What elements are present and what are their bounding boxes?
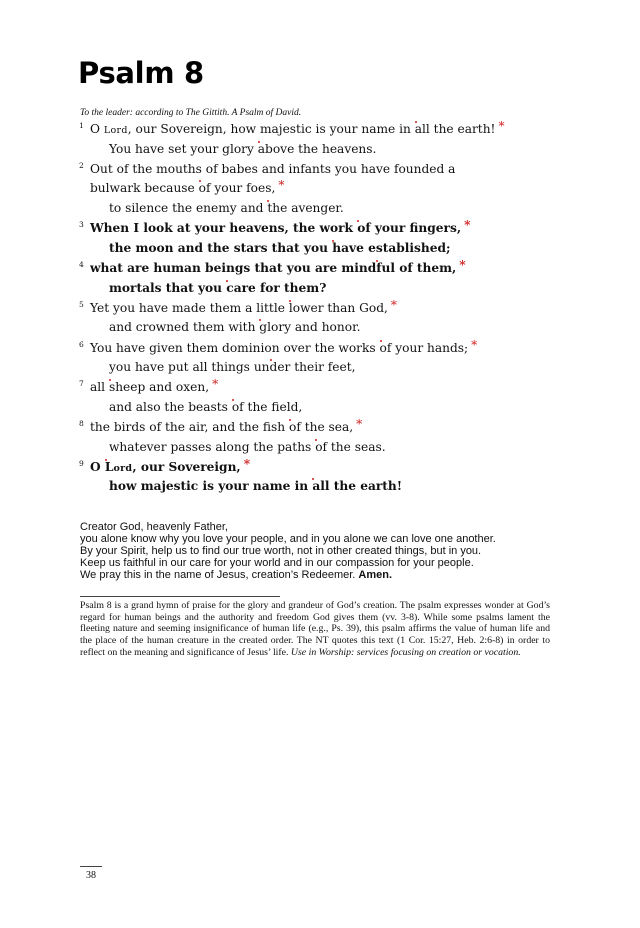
- verse-number: 9: [79, 458, 84, 468]
- asterisk: *: [243, 456, 251, 471]
- footer-divider: [80, 866, 102, 867]
- asterisk: *: [498, 119, 505, 133]
- prayer-line: We pray this in the name of Jesus, creation’s Redeemer. Amen.: [80, 569, 393, 581]
- verse-2-line-3: to silence the enemy and the avenger.: [109, 200, 344, 215]
- asterisk: *: [356, 417, 363, 432]
- superscription: To the leader: according to The Gittith. A Psalm of David.: [80, 108, 302, 118]
- verse-number: 6: [79, 339, 84, 349]
- prayer-line: Keep us faithful in our care for your world and in our compassion for your people.: [80, 557, 474, 569]
- verse-9-line-2: how majestic is your name in all the earth!: [109, 479, 403, 494]
- verse-7-line-2: and also the beasts of the field,: [109, 399, 303, 414]
- verse-number: 4: [79, 259, 84, 269]
- verse-number: 7: [79, 379, 84, 389]
- verse-6-line-2: you have put all things under their feet,: [109, 360, 356, 375]
- commentary-note: Psalm 8 is a grand hymn of praise for the glory and grandeur of God’s creation. The psalm expresses wonder at God’s regard for human beings and the authority and freedom God gives them (vv. 3-8). While some psalms lament the fleeting nature and seeming insignificance of human life (e.g., Ps. 39), this psalm affirms the value of human life and the place of the human creature in the created order. The NT quotes this text (1 Cor. 15:27, Heb. 2:6-8) in order to reflect on the meaning and significance of Jesus’ life. Use in Worship: services focusing on creation or vocation.: [80, 600, 550, 658]
- verse-number: 1: [79, 121, 84, 130]
- prayer-line: Creator God, heavenly Father,: [80, 521, 228, 533]
- verse-2-line-1: 2 Out of the mouths of babes and infants you have founded a: [78, 160, 578, 180]
- verse-3-line-1: 3 When I look at your heavens, the work of your fingers, *: [78, 219, 578, 239]
- small-caps-lord: Lord: [103, 125, 128, 136]
- asterisk: *: [471, 337, 478, 352]
- prayer-line: By your Spirit, help us to find our true worth, not in other created things, but in you.: [80, 545, 482, 557]
- asterisk: *: [459, 257, 466, 272]
- asterisk: *: [464, 218, 471, 233]
- psalm-verses: [78, 120, 578, 497]
- page-title: Psalm 8: [78, 56, 204, 90]
- verse-5-line-1: 5 Yet you have made them a little lower than God, *: [78, 299, 578, 319]
- prayer-line: you alone know why you love your people, and in you alone we can love one another.: [80, 533, 496, 545]
- divider: [80, 596, 280, 597]
- verse-number: 5: [79, 299, 84, 309]
- use-in-worship: Use in Worship: services focusing on creation or vocation.: [290, 646, 521, 658]
- verse-3-line-2: the moon and the stars that you have established;: [109, 240, 451, 255]
- verse-number: 8: [79, 419, 84, 429]
- verse-2-line-2: bulwark because of your foes, *: [90, 178, 285, 196]
- asterisk: *: [212, 377, 219, 392]
- prayer: [80, 521, 550, 581]
- amen: Amen.: [358, 569, 393, 581]
- verse-1-line-2: You have set your glory above the heavens.: [109, 141, 377, 156]
- verse-number: 3: [79, 220, 84, 230]
- verse-4-line-2: mortals that you care for them?: [109, 280, 327, 295]
- verse-7-line-1: 7 all sheep and oxen, *: [78, 378, 578, 398]
- verse-6-line-1: 6 You have given them dominion over the works of your hands; *: [78, 339, 578, 359]
- asterisk: *: [278, 178, 285, 193]
- verse-1-line-1: 1 O Lord, our Sovereign, how majestic is your name in all the earth! *: [78, 120, 578, 140]
- asterisk: *: [390, 297, 397, 312]
- verse-9-line-1: 9 O Lord, our Sovereign, *: [78, 458, 578, 478]
- verse-5-line-2: and crowned them with glory and honor.: [109, 320, 361, 335]
- verse-8-line-1: 8 the birds of the air, and the fish of the sea, *: [78, 418, 578, 438]
- verse-4-line-1: 4 what are human beings that you are mindful of them, *: [78, 259, 578, 279]
- page-number: 38: [86, 870, 96, 881]
- small-caps-lord: ord: [113, 462, 133, 474]
- verse-number: 2: [79, 160, 84, 170]
- verse-8-line-2: whatever passes along the paths of the seas.: [109, 439, 386, 454]
